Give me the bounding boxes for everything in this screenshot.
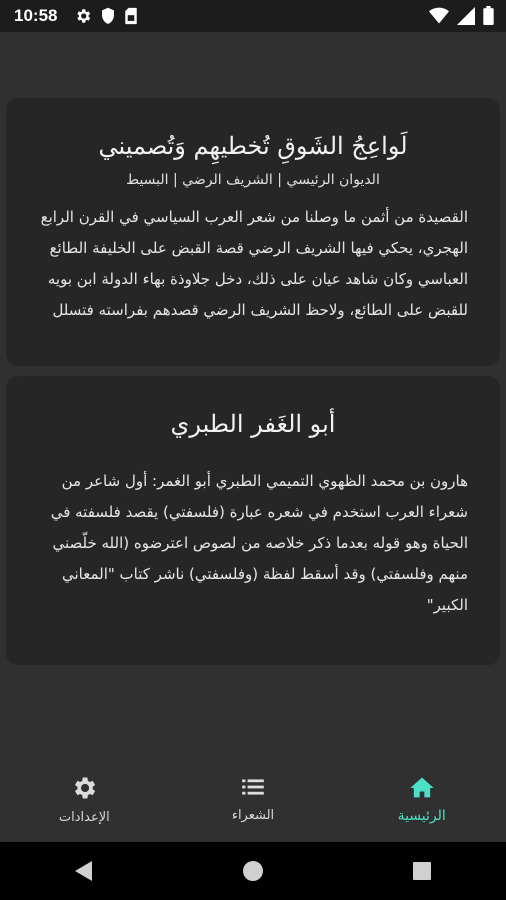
back-triangle-icon: [74, 860, 94, 882]
home-system-button[interactable]: [223, 851, 283, 891]
poem-card[interactable]: [6, 98, 500, 366]
status-icons-right: [429, 6, 494, 25]
system-nav-bar: [0, 842, 506, 900]
poet-card[interactable]: [6, 376, 500, 665]
nav-label-settings: الإعدادات: [58, 810, 110, 825]
poet-bio: هارون بن محمد الظهوي التميمي الطبري أبو الغمر: أول شاعر من شعراء العرب استخدم في شعره عبارة (فلسفتي) يقصد فلسفته في الحياة وهو قوله بعدما ذكر خلاصه من لصوص اعترضوه (الله خلّصني منهم وفلسفتي) وقد أسقط لفظة (وفلسفتي) ناشر كتاب "المعاني الكبير": [50, 472, 468, 614]
back-button[interactable]: [54, 851, 114, 891]
status-time: 10:58: [14, 6, 58, 25]
settings-icon: [70, 774, 98, 802]
poem-title: لَواعِجُ الشَوقِ تُخطيهِم وَتُصميني: [98, 132, 408, 160]
sim-card-icon: [124, 7, 138, 25]
wifi-icon: [429, 7, 449, 25]
poem-description: القصيدة من أثمن ما وصلنا من شعر العرب السياسي في القرن الرابع الهجري، يحكي فيها الشريف الرضي قصة القبض على الخليفة الطائع العباسي وكان شاهد عيان على ذلك، دخل جلاوذة بهاء الدولة ابن بويه للقبض على الطائع، ولاحظ الشريف الرضي قصدهم بفراسته فتسلل: [40, 208, 468, 319]
poem-meta: الديوان الرئيسي | الشريف الرضي | البسيط: [126, 172, 380, 188]
nav-label-home: الرئيسية: [397, 808, 446, 824]
nav-item-poets[interactable]: [169, 760, 338, 842]
bottom-nav: [0, 760, 506, 842]
nav-item-home[interactable]: [337, 760, 506, 842]
recents-button[interactable]: [392, 851, 452, 891]
home-icon: [408, 774, 436, 802]
nav-label-poets: الشعراء: [231, 808, 275, 823]
status-bar: [0, 0, 506, 32]
home-circle-icon: [242, 860, 264, 882]
gear-icon: [74, 7, 92, 25]
status-icons-left: [74, 7, 138, 25]
recents-square-icon: [412, 861, 432, 881]
signal-icon: [457, 7, 475, 25]
nav-item-settings[interactable]: [0, 760, 169, 842]
battery-icon: [483, 6, 494, 25]
list-icon: [240, 774, 266, 800]
poet-name: أبو الغَفر الطبري: [170, 410, 336, 438]
shield-icon: [100, 7, 116, 25]
